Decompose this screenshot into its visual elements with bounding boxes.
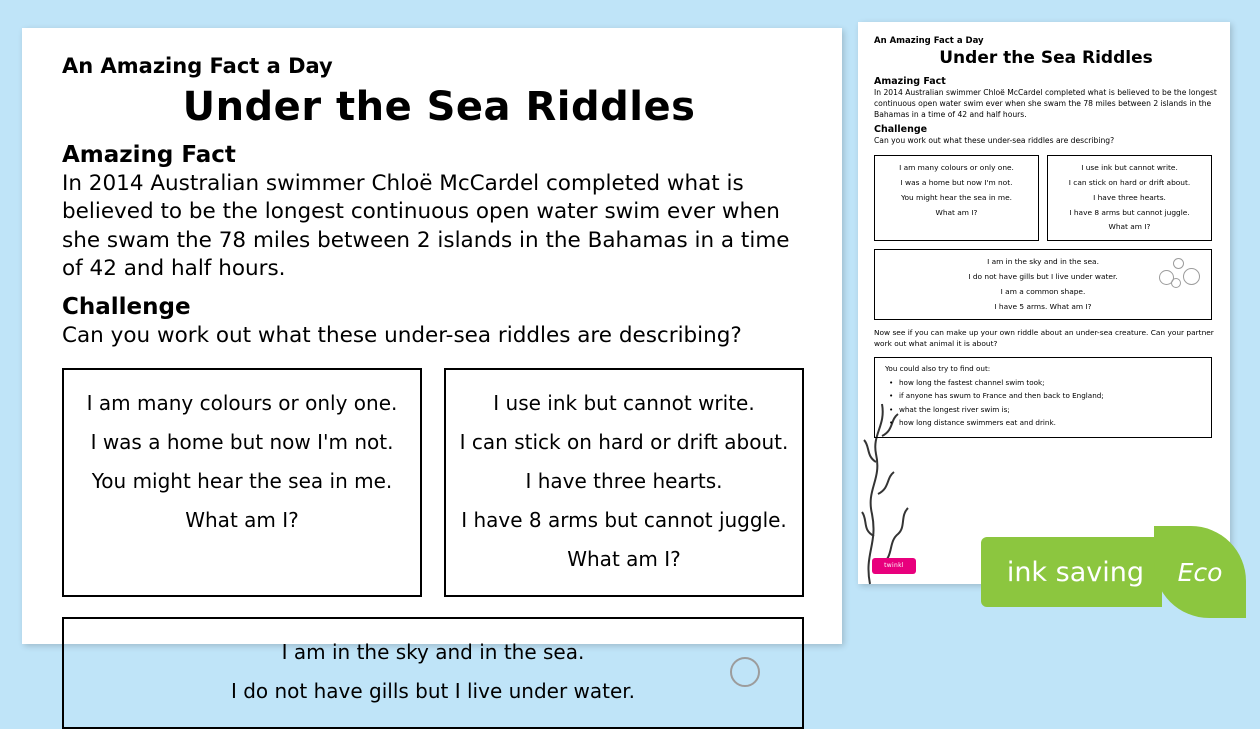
riddle-box-octopus bbox=[444, 368, 804, 597]
thumb-amazing-fact-heading: Amazing Fact bbox=[874, 76, 946, 87]
riddle-box-shell bbox=[62, 368, 422, 597]
riddle-line: I am many colours or only one. bbox=[899, 163, 1014, 173]
list-item: • if anyone has swum to France and then back to England; bbox=[899, 389, 1201, 402]
riddle-row bbox=[62, 368, 816, 597]
eco-badge bbox=[981, 536, 1246, 608]
leaf-icon bbox=[1154, 526, 1246, 618]
riddle-line: I do not have gills but I live under water. bbox=[968, 272, 1118, 281]
riddle-line: I can stick on hard or drift about. bbox=[459, 429, 789, 454]
bubbles-icon bbox=[696, 631, 776, 691]
thumb-tips-list bbox=[885, 376, 1201, 429]
riddle-line: I am in the sky and in the sea. bbox=[281, 639, 585, 664]
amazing-fact-text: In 2014 Australian swimmer Chloë McCardel completed what is believed to be the longest continuous open water swim ever when she swam the 78 miles between 2 islands in the Bahamas in a time of 42 and half hours. bbox=[62, 171, 790, 282]
worksheet-kicker: An Amazing Fact a Day bbox=[62, 54, 333, 78]
riddle-line: What am I? bbox=[567, 546, 681, 571]
riddle-line: What am I? bbox=[185, 507, 299, 532]
riddle-line: I was a home but now I'm not. bbox=[900, 177, 1013, 187]
riddle-line: I am a common shape. bbox=[1000, 286, 1086, 296]
thumb-riddle-row bbox=[874, 155, 1218, 241]
riddle-line: I am many colours or only one. bbox=[86, 390, 398, 415]
riddle-line: I can stick on hard or drift about. bbox=[1068, 177, 1191, 187]
riddle-line: I use ink but cannot write. bbox=[1081, 163, 1178, 173]
twinkl-logo: twinkl bbox=[872, 558, 916, 574]
worksheet-thumbnail-page[interactable] bbox=[858, 22, 1230, 584]
riddle-line: What am I? bbox=[935, 207, 978, 217]
page-title: Under the Sea Riddles bbox=[182, 84, 696, 130]
thumb-challenge-text: Can you work out what these under-sea riddles are describing? bbox=[874, 136, 1115, 146]
thumb-tips-box bbox=[874, 357, 1212, 438]
thumb-riddle-box-starfish bbox=[874, 249, 1212, 320]
riddle-line: I use ink but cannot write. bbox=[493, 390, 755, 415]
riddle-line: I have 8 arms but cannot juggle. bbox=[461, 507, 787, 532]
list-item: • how long distance swimmers eat and drink. bbox=[899, 416, 1201, 429]
thumb-riddle-box-shell bbox=[874, 155, 1039, 241]
worksheet-thumbnail-content bbox=[874, 36, 1218, 438]
thumb-tips-intro: You could also try to find out: bbox=[885, 363, 991, 373]
thumb-own-riddle-note: Now see if you can make up your own riddle about an under-sea creature. Can your partner work out what animal it is about? bbox=[874, 328, 1214, 349]
thumb-amazing-fact-text: In 2014 Australian swimmer Chloë McCardel completed what is believed to be the longest continuous open water swim ever when she swam the 78 miles between 2 islands in the Bahamas in a time of 42 and half hours. bbox=[874, 88, 1217, 119]
riddle-line: I have 5 arms. What am I? bbox=[994, 301, 1092, 311]
riddle-line: You might hear the sea in me. bbox=[91, 468, 393, 493]
list-item: • how long the fastest channel swim took; bbox=[899, 376, 1201, 389]
bubbles-icon bbox=[1157, 256, 1201, 290]
eco-badge-leaf-label: Eco bbox=[1177, 557, 1223, 587]
riddle-line: I was a home but now I'm not. bbox=[90, 429, 394, 454]
riddle-line: I have three hearts. bbox=[1093, 192, 1166, 202]
list-item: • what the longest river swim is; bbox=[899, 403, 1201, 416]
thumb-kicker: An Amazing Fact a Day bbox=[874, 36, 984, 46]
challenge-text: Can you work out what these under-sea riddles are describing? bbox=[62, 322, 742, 348]
thumb-riddle-box-octopus bbox=[1047, 155, 1212, 241]
riddle-line: I am in the sky and in the sea. bbox=[987, 257, 1099, 267]
thumb-challenge-heading: Challenge bbox=[874, 124, 928, 136]
riddle-line: I have three hearts. bbox=[525, 468, 723, 493]
thumb-title: Under the Sea Riddles bbox=[939, 48, 1153, 68]
worksheet-main-content bbox=[62, 54, 816, 729]
eco-badge-label: ink saving bbox=[981, 537, 1162, 607]
challenge-heading: Challenge bbox=[62, 293, 191, 320]
riddle-line: I have 8 arms but cannot juggle. bbox=[1069, 207, 1190, 217]
amazing-fact-heading: Amazing Fact bbox=[62, 142, 236, 168]
riddle-box-starfish bbox=[62, 617, 804, 729]
riddle-line: You might hear the sea in me. bbox=[900, 192, 1013, 202]
worksheet-main-page bbox=[22, 28, 842, 703]
riddle-line: What am I? bbox=[1108, 222, 1151, 232]
riddle-line: I do not have gills but I live under water. bbox=[230, 678, 636, 703]
